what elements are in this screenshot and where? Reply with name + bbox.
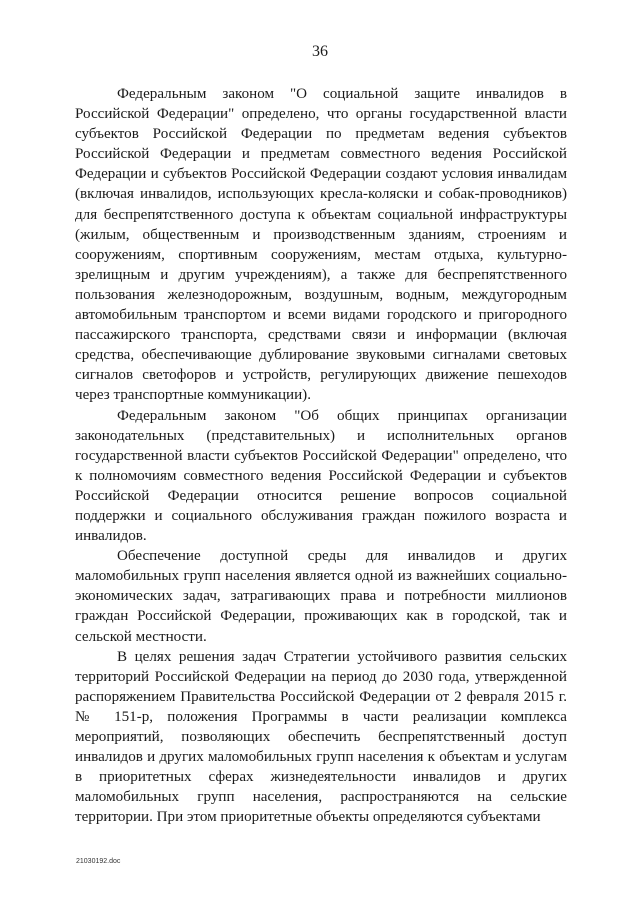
paragraph-law-on-general-principles: Федеральным законом "Об общих принципах организации законодательных (представительных) и исполнительных органов государственной власти субъектов Российской Федерации" определено, что к полномочиям совместного ведения Российской Федерации и субъектов Российской Федерации относится решение вопросов социальной поддержки и социального обслуживания граждан пожилого возраста и инвалидов. (75, 407, 567, 545)
paragraph-accessible-environment: Обеспечение доступной среды для инвалидов и других маломобильных групп населения является одной из важнейших социально-экономических задач, затрагивающих права и потребности миллионов граждан Российской Федерации, проживающих как в городской, так и сельской местности. (75, 548, 567, 645)
paragraph-rural-development-strategy: В целях решения задач Стратегии устойчивого развития сельских территорий Российской Федерации на период до 2030 года, утвержденной распоряжением Правительства Российской Федерации от 2 февраля 2015 г. № 151-р, положения Программы в части реализации комплекса мероприятий, позволяющих обеспечить беспрепятственный доступ инвалидов и других маломобильных групп населения к объектам и услугам в приоритетных сферах жизнедеятельности инвалидов и других маломобильных групп населения, распространяются на сельские территории. При этом приоритетные объекты определяются субъектами (75, 648, 567, 826)
body-text (75, 84, 567, 827)
page-number: 36 (312, 43, 328, 60)
paragraph-law-on-social-protection: Федеральным законом "О социальной защите инвалидов в Российской Федерации" определено, что органы государственной власти субъектов Российской Федерации по предметам ведения субъектов Российской Федерации и предметам совместного ведения Российской Федерации и субъектов Российской Федерации создают условия инвалидам (включая инвалидов, использующих кресла-коляски и собак-проводников) для беспрепятственного доступа к объектам социальной инфраструктуры (жилым, общественным и производственным зданиям, строениям и сооружениям, спортивным сооружениям, местам отдыха, культурно-зрелищным и другим учреждениям), а также для беспрепятственного пользования железнодорожным, воздушным, водным, междугородным автомобильным транспортом и всеми видами городского и пригородного пассажирского транспорта, средствами связи и информации (включая средства, обеспечивающие дублирование звуковыми сигналами световых сигналов светофоров и устройств, регулирующих движение пешеходов через транспортные коммуникации). (75, 86, 567, 404)
footer-filename: 21030192.doc (76, 858, 121, 865)
